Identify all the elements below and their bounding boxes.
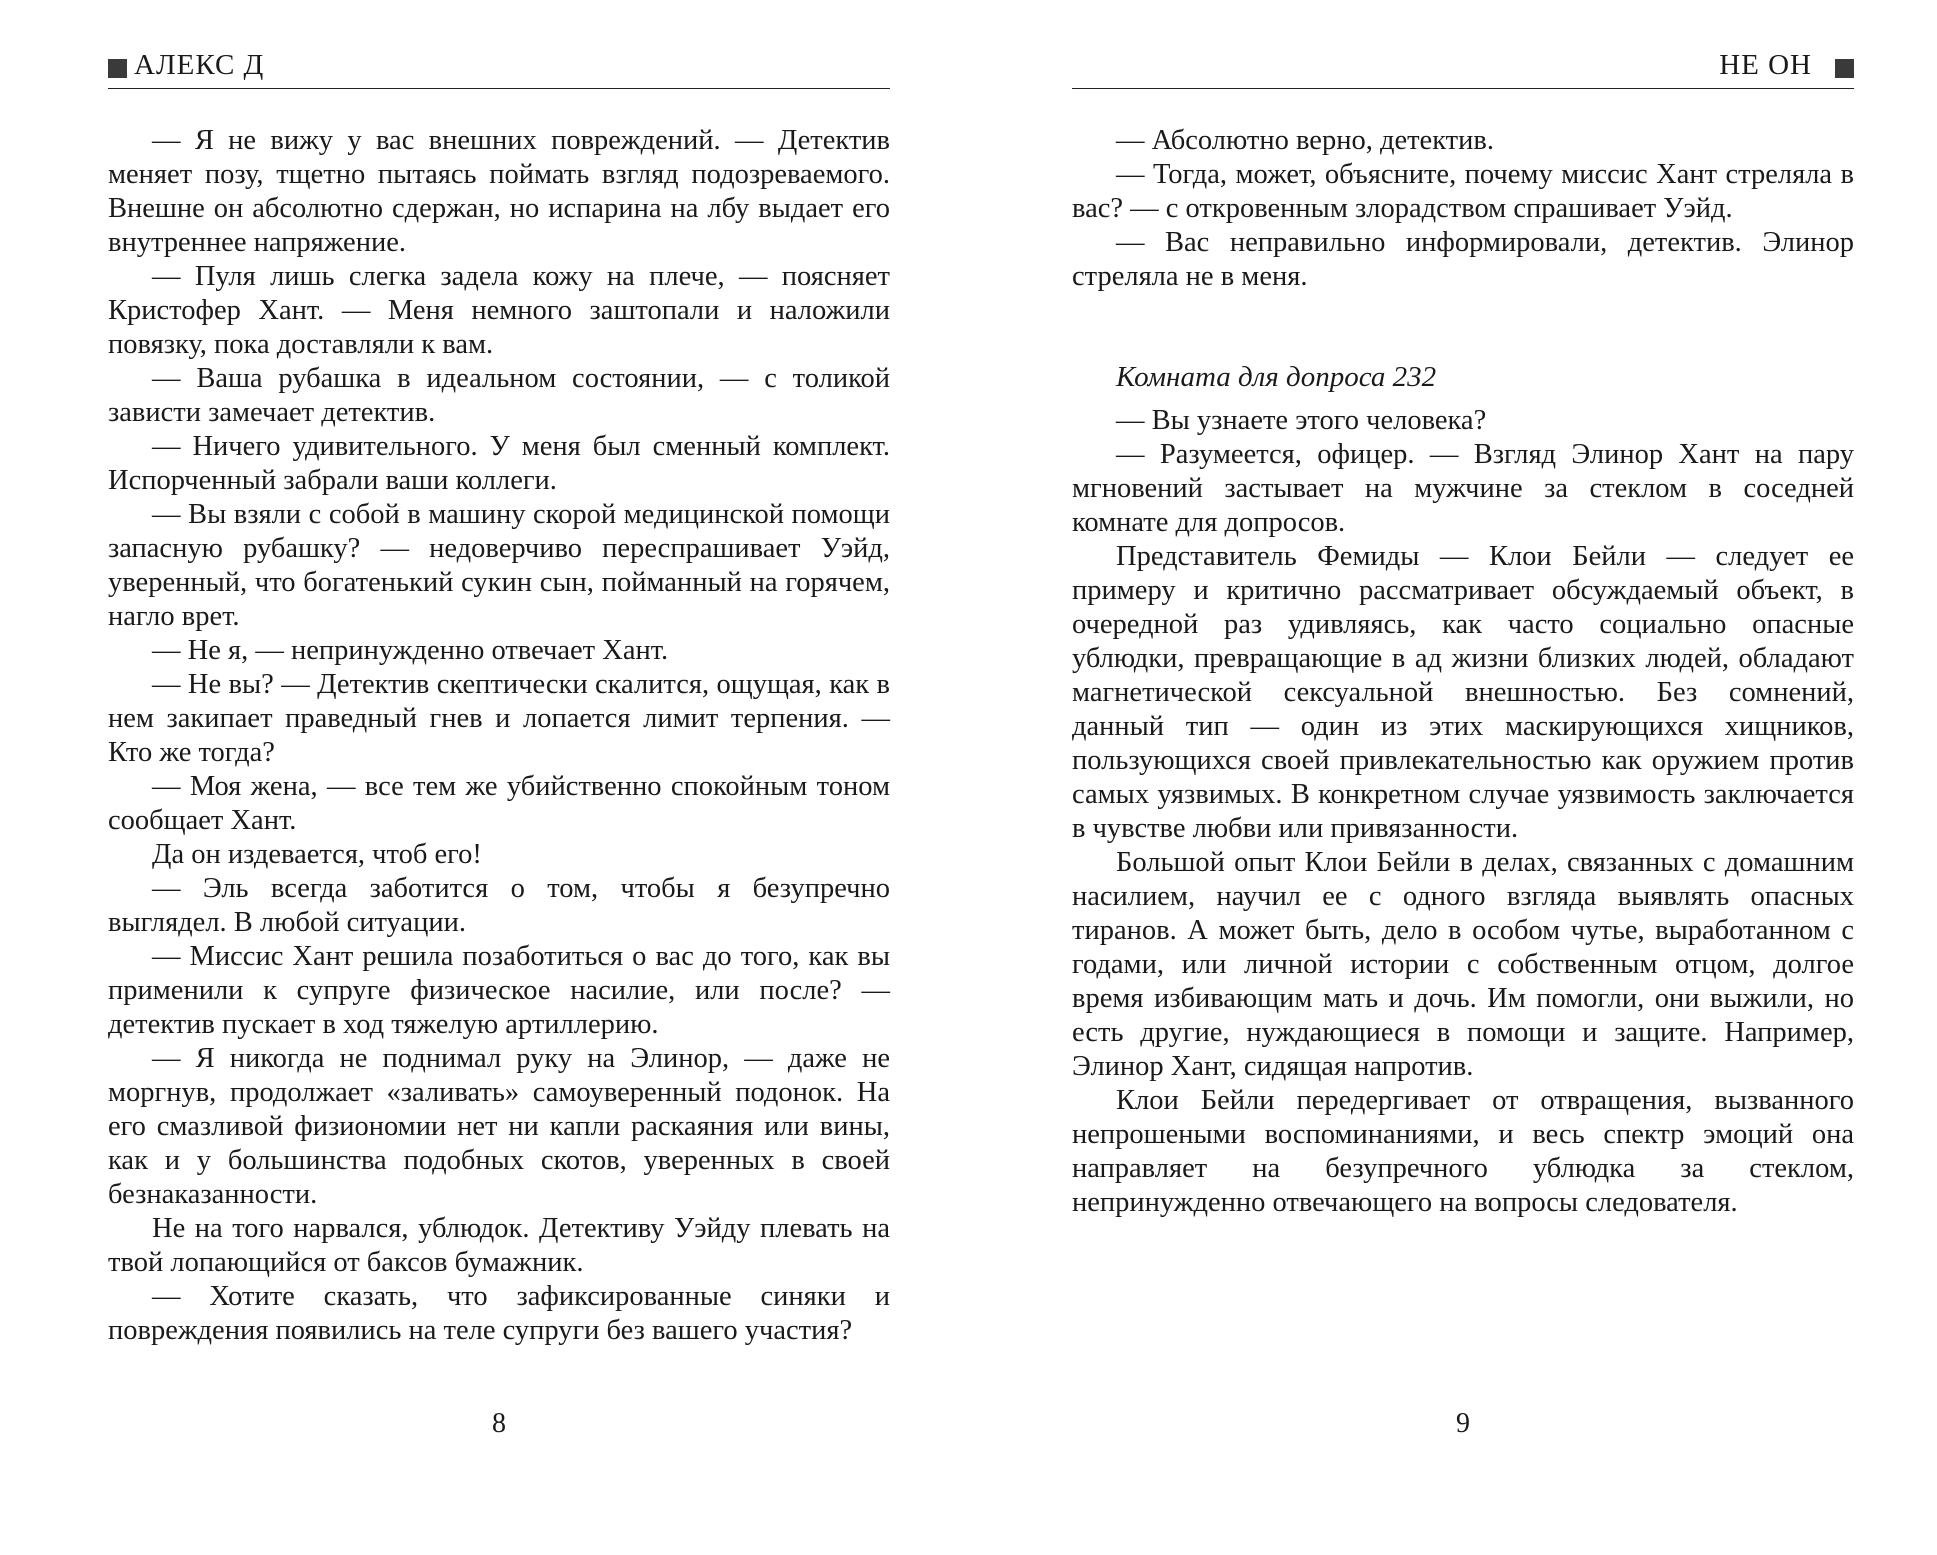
paragraph: — Вы взяли с собой в машину скорой медицинской помощи запасную рубашку? — недоверчиво переспрашивает Уэйд, уверенный, что богатенький сукин сын, пойманный на горячем, нагло врет. [108,499,890,632]
book-title: НЕ ОН [1719,49,1812,81]
paragraph: — Миссис Хант решила позаботиться о вас до того, как вы применили к супруге физическое насилие, или после? — детектив пускает в ход тяжелую артиллерию. [108,941,890,1040]
paragraph: — Я никогда не поднимал руку на Элинор, — даже не моргнув, продолжает «заливать» самоуверенный подонок. На его смазливой физиономии нет ни капли раскаяния или вины, как и у большинства подобных скотов, уверенных в своей безнаказанности. [108,1043,890,1210]
square-bullet-icon [1835,59,1854,78]
paragraph: — Не я, — непринужденно отвечает Хант. [152,635,669,666]
paragraph: — Моя жена, — все тем же убийственно спокойным тоном сообщает Хант. [108,771,890,836]
paragraph: — Я не вижу у вас внешних повреждений. — Детектив меняет позу, тщетно пытаясь поймать взгляд подозреваемого. Внешне он абсолютно сдержан, но испарина на лбу выдает его внутреннее напряжение. [108,125,890,258]
paragraph: — Вас неправильно информировали, детектив. Элинор стреляла не в меня. [1072,227,1854,292]
paragraph: Клои Бейли передергивает от отвращения, вызванного непрошеными воспоминаниями, и весь спектр эмоций она направляет на безупречного ублюдка за стеклом, непринужденно отвечающего на вопросы следователя. [1072,1085,1854,1218]
paragraph: — Пуля лишь слегка задела кожу на плече, — поясняет Кристофер Хант. — Меня немного заштопали и наложили повязку, пока доставляли к вам. [108,261,890,360]
paragraph: Представитель Фемиды — Клои Бейли — следует ее примеру и критично рассматривает обсуждаемый объект, в очередной раз удивляясь, как часто социально опасные ублюдки, превращающие в ад жизни близких людей, обладают магнетической сексуальной внешностью. Без сомнений, данный тип — один из этих маскирующихся хищников, пользующихся своей привлекательностью как оружием против самых уязвимых. В конкретном случае уязвимость заключается в чувстве любви или привязанности. [1072,541,1854,844]
page-number: 9 [1456,1408,1470,1439]
running-head-title [1072,48,1854,89]
paragraph: Да он издевается, чтоб его! [152,839,482,870]
right-page-text [1072,124,1854,1220]
paragraph: — Разумеется, офицер. — Взгляд Элинор Хант на пару мгновений застывает на мужчине за стеклом в соседней комнате для допросов. [1072,439,1854,538]
paragraph: — Хотите сказать, что зафиксированные синяки и повреждения появились на теле супруги без вашего участия? [108,1281,890,1346]
author-name: АЛЕКС Д [134,49,265,81]
left-page-text [108,124,890,1348]
square-bullet-icon [108,59,127,78]
paragraph: — Эль всегда заботится о том, чтобы я безупречно выглядел. В любой ситуации. [108,873,890,938]
paragraph: — Не вы? — Детектив скептически скалится, ощущая, как в нем закипает праведный гнев и лопается лимит терпения. — Кто же тогда? [108,669,890,768]
paragraph: — Ваша рубашка в идеальном состоянии, — с толикой зависти замечает детектив. [108,363,890,428]
paragraph: — Ничего удивительного. У меня был сменный комплект. Испорченный забрали ваши коллеги. [108,431,890,496]
left-page [108,0,890,1555]
right-page [1072,0,1854,1555]
paragraph: Не на того нарвался, ублюдок. Детективу Уэйду плевать на твой лопающийся от баксов бумажник. [108,1213,890,1278]
paragraph: Большой опыт Клои Бейли в делах, связанных с домашним насилием, научил ее с одного взгляда выявлять опасных тиранов. А может быть, дело в особом чутье, выработанном с годами, или личной истории с собственным отцом, долгое время избивающим мать и дочь. Им помогли, они выжили, но есть другие, нуждающиеся в помощи и защите. Например, Элинор Хант, сидящая напротив. [1072,847,1854,1082]
page-number: 8 [492,1408,506,1439]
running-head-author [108,48,890,89]
paragraph: — Тогда, может, объясните, почему миссис Хант стреляла в вас? — с откровенным злорадством спрашивает Уэйд. [1072,159,1854,224]
paragraph: — Абсолютно верно, детектив. [1116,125,1494,156]
section-title: Комната для допроса 232 [1116,361,1437,393]
paragraph: — Вы узнаете этого человека? [1116,405,1487,436]
